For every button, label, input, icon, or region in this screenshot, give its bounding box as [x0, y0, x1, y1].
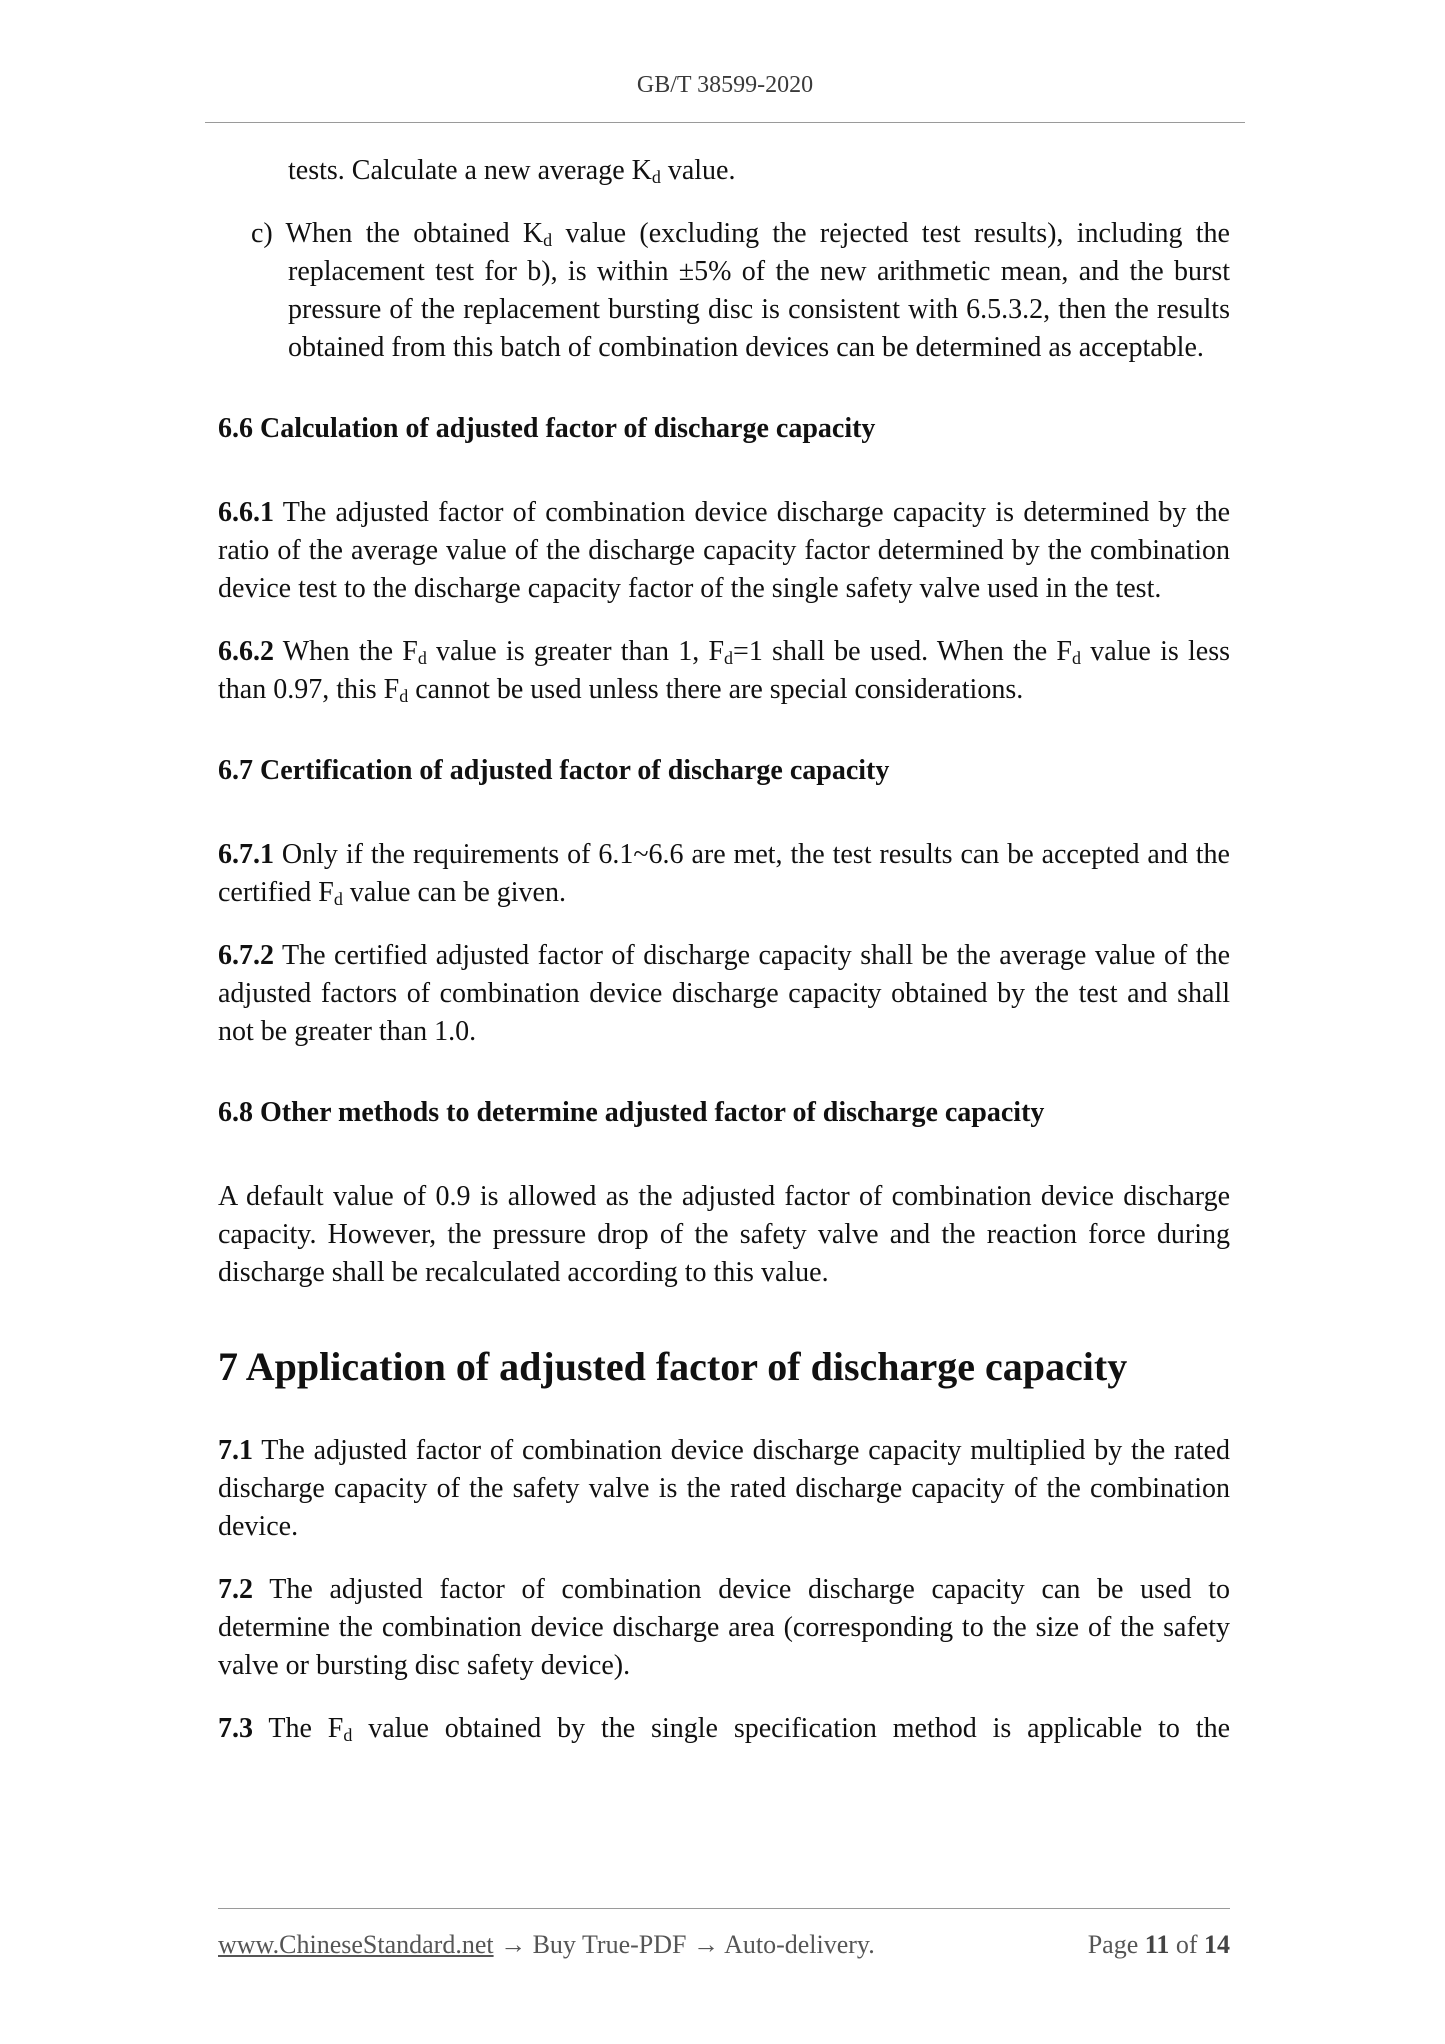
list-item-c [218, 215, 1230, 367]
clause-number: 6.6.1 [218, 497, 274, 528]
website-link[interactable]: www.ChineseStandard.net [218, 1930, 494, 1959]
text-run: =1 shall be used. When the F [733, 636, 1072, 667]
subscript: d [1071, 648, 1081, 668]
text-run: The certified adjusted factor of discharge capacity shall be the average value of the adjusted factors of combination device discharge capacity obtained by the test and shall not be greater than 1.0. [218, 940, 1230, 1047]
paragraph-7-1 [218, 1432, 1230, 1546]
document-body [218, 152, 1230, 1748]
page-number [1088, 1930, 1230, 1960]
text-run: cannot be used unless there are special considerations. [408, 674, 1024, 705]
text-run: tests. Calculate a new average K [288, 155, 652, 186]
text-run: value can be given. [342, 877, 566, 908]
paragraph-6-6-1 [218, 494, 1230, 608]
text-run: value obtained by the single specification method is applicable to the [352, 1713, 1230, 1744]
clause-number: 7.2 [218, 1574, 253, 1605]
text-run: value is greater than 1, F [426, 636, 725, 667]
paragraph-6-7-1 [218, 836, 1230, 912]
arrow-icon: → [686, 1930, 725, 1959]
auto-delivery-text: Auto-delivery. [724, 1930, 875, 1959]
text-run: Only if the requirements of 6.1~6.6 are met, the test results can be accepted and the certified F [218, 839, 1230, 908]
header-divider [205, 122, 1245, 123]
text-run: A default value of 0.9 is allowed as the adjusted factor of combination device discharge capacity. However, the pressure drop of the safety valve and the reaction force during discharge shall be recalculated according to this value. [218, 1181, 1230, 1288]
text-run: When the obtained K [285, 218, 544, 249]
subscript: d [417, 648, 427, 668]
heading-6-6: 6.6 Calculation of adjusted factor of discharge capacity [218, 413, 876, 444]
subscript: d [343, 1725, 353, 1745]
clause-number: 7.3 [218, 1713, 253, 1744]
paragraph-6-7-2 [218, 937, 1230, 1051]
total-pages: 14 [1204, 1930, 1230, 1959]
heading-6-7: 6.7 Certification of adjusted factor of discharge capacity [218, 755, 890, 786]
current-page: 11 [1144, 1930, 1170, 1959]
page-header: GB/T 38599-2020 [636, 72, 814, 98]
clause-number: 6.7.2 [218, 940, 274, 971]
buy-pdf-text: Buy True-PDF [532, 1930, 687, 1959]
list-marker: c) [251, 218, 286, 249]
text-run: The adjusted factor of combination device discharge capacity multiplied by the rated discharge capacity of the safety valve is the rated discharge capacity of the combination device. [218, 1435, 1230, 1542]
text-run: value. [660, 155, 736, 186]
clause-number: 6.7.1 [218, 839, 274, 870]
subscript: d [333, 889, 343, 909]
paragraph-7-2 [218, 1571, 1230, 1685]
text-run: When the F [274, 636, 418, 667]
text-run: The adjusted factor of combination device discharge capacity is determined by the ratio of the average value of the discharge capacity factor determined by the combination device test to the discharge capacity factor of the single safety valve used in the test. [218, 497, 1230, 604]
subscript: d [399, 686, 409, 706]
of-label: of [1169, 1930, 1204, 1959]
paragraph-tests [218, 152, 1230, 190]
subscript: d [543, 230, 553, 250]
subscript: d [724, 648, 734, 668]
paragraph-6-8 [218, 1178, 1230, 1292]
text-run: value is less than 0.97, this F [218, 636, 1230, 705]
paragraph-6-6-2 [218, 633, 1230, 709]
clause-number: 7.1 [218, 1435, 253, 1466]
clause-number: 6.6.2 [218, 636, 274, 667]
paragraph-7-3 [218, 1710, 1230, 1748]
heading-7: 7 Application of adjusted factor of discharge capacity [218, 1344, 1128, 1389]
heading-6-8: 6.8 Other methods to determine adjusted factor of discharge capacity [218, 1097, 1045, 1128]
text-run: The F [253, 1713, 344, 1744]
text-run: value (excluding the rejected test results), including the replacement test for b), is within ±5% of the new arithmetic mean, and the burst pressure of the replacement bursting disc is consistent with 6.5.3.2, then the results obtained from this batch of combination devices can be determined as acceptable. [288, 218, 1230, 363]
arrow-icon: → [493, 1930, 533, 1959]
subscript: d [651, 167, 661, 187]
page-label: Page [1087, 1930, 1145, 1959]
footer-links [218, 1930, 875, 1960]
footer-divider [218, 1908, 1230, 1909]
text-run: The adjusted factor of combination device discharge capacity can be used to determine the combination device discharge area (corresponding to the size of the safety valve or bursting disc safety device). [218, 1574, 1230, 1681]
